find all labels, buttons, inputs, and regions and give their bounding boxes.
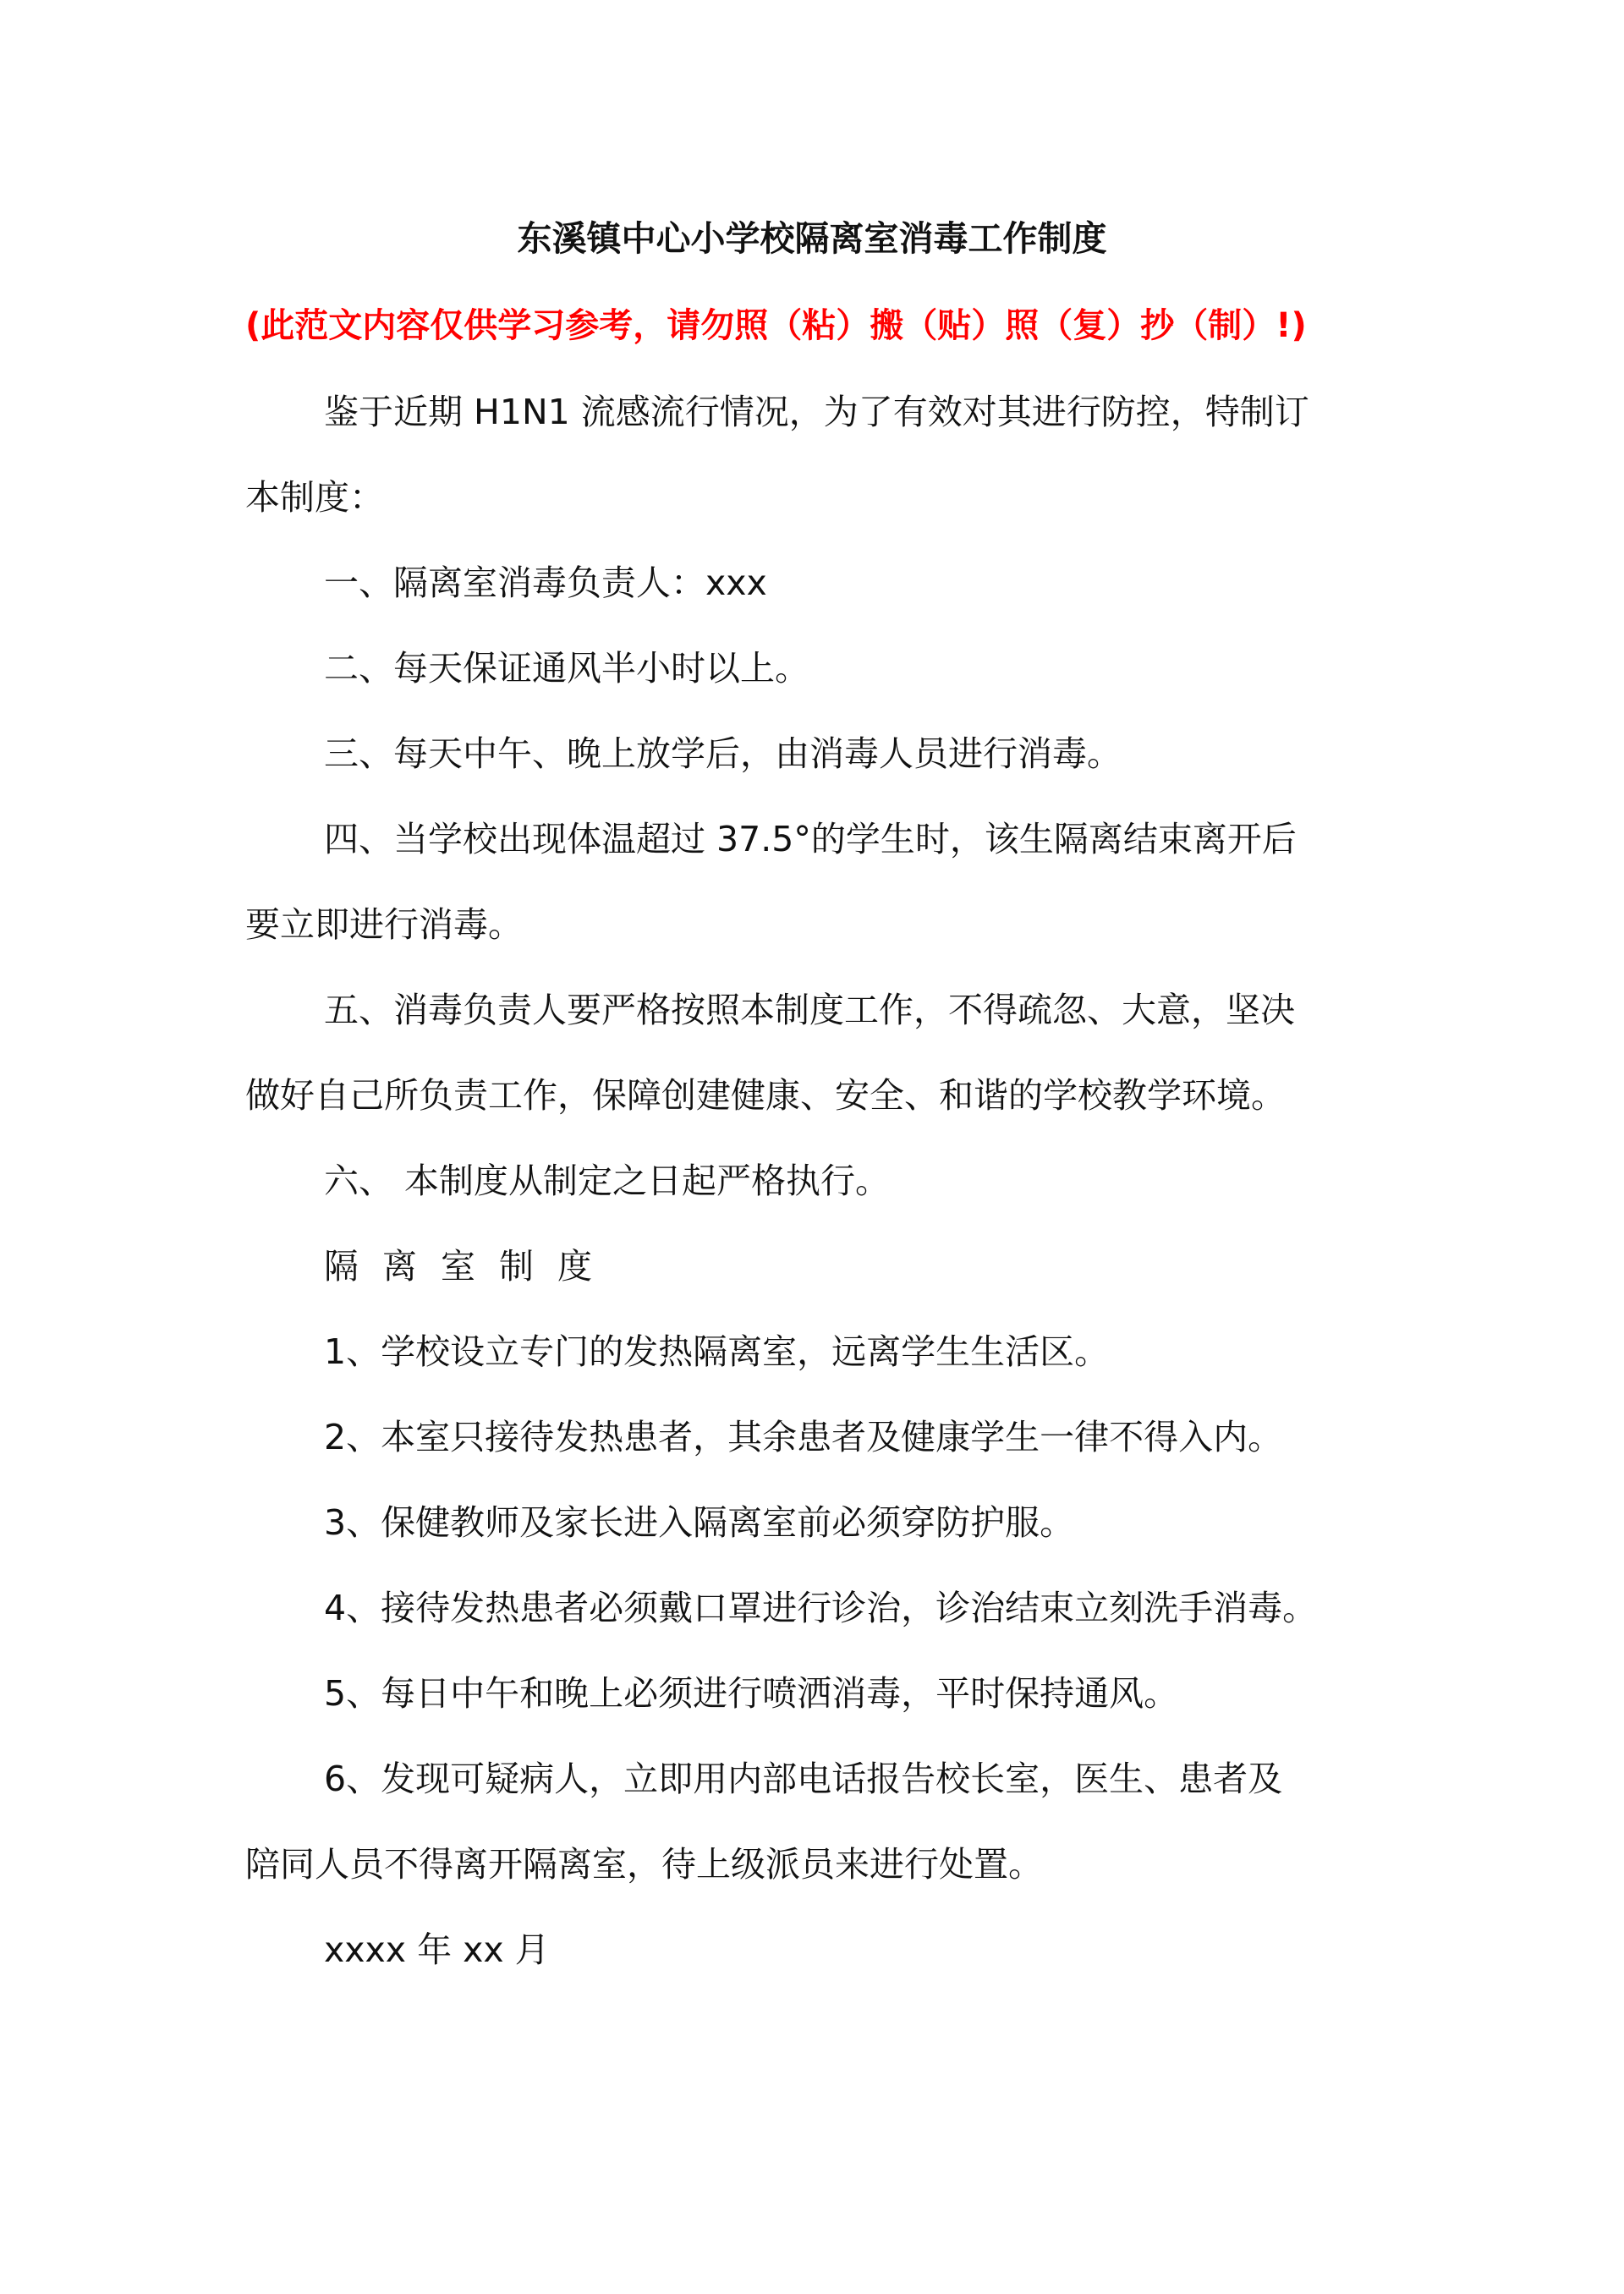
disclaimer-notice: (此范文内容仅供学习参考，请勿照（粘）搬（贴）照（复）抄（制）!) [245, 306, 1307, 345]
intro-line-2: 本制度： [245, 477, 384, 518]
intro-line-1: 鉴于近期 H1N1 流感流行情况，为了有效对其进行防控，特制订 [324, 392, 1309, 432]
section-heading: 隔离室制度 [324, 1246, 616, 1287]
item-4-line-2: 要立即进行消毒。 [245, 904, 523, 945]
item-1: 一、隔离室消毒负责人：xxx [324, 563, 767, 603]
rule-5: 5、每日中午和晚上必须进行喷洒消毒，平时保持通风。 [324, 1673, 1179, 1714]
rule-3: 3、保健教师及家长进入隔离室前必须穿防护服。 [324, 1502, 1075, 1543]
rule-2: 2、本室只接待发热患者，其余患者及健康学生一律不得入内。 [324, 1417, 1283, 1457]
item-3: 三、每天中午、晚上放学后，由消毒人员进行消毒。 [324, 733, 1122, 774]
item-5-line-2: 做好自己所负责工作，保障创建健康、安全、和谐的学校教学环境。 [245, 1075, 1286, 1116]
document-title: 东溪镇中心小学校隔离室消毒工作制度 [517, 218, 1107, 259]
item-6: 六、 本制度从制定之日起严格执行。 [324, 1161, 891, 1201]
item-4-line-1: 四、当学校出现体温超过 37.5°的学生时，该生隔离结束离开后 [324, 819, 1297, 859]
rule-1: 1、学校设立专门的发热隔离室，远离学生生活区。 [324, 1331, 1110, 1372]
rule-6-line-1: 6、发现可疑病人，立即用内部电话报告校长室，医生、患者及 [324, 1759, 1283, 1799]
item-2: 二、每天保证通风半小时以上。 [324, 648, 809, 689]
item-5-line-1: 五、消毒负责人要严格按照本制度工作，不得疏忽、大意，坚决 [324, 990, 1295, 1030]
rule-6-line-2: 陪同人员不得离开隔离室，待上级派员来进行处置。 [245, 1844, 1043, 1885]
document-date: xxxx 年 xx 月 [324, 1929, 550, 1970]
rule-4: 4、接待发热患者必须戴口罩进行诊治，诊治结束立刻洗手消毒。 [324, 1588, 1318, 1628]
